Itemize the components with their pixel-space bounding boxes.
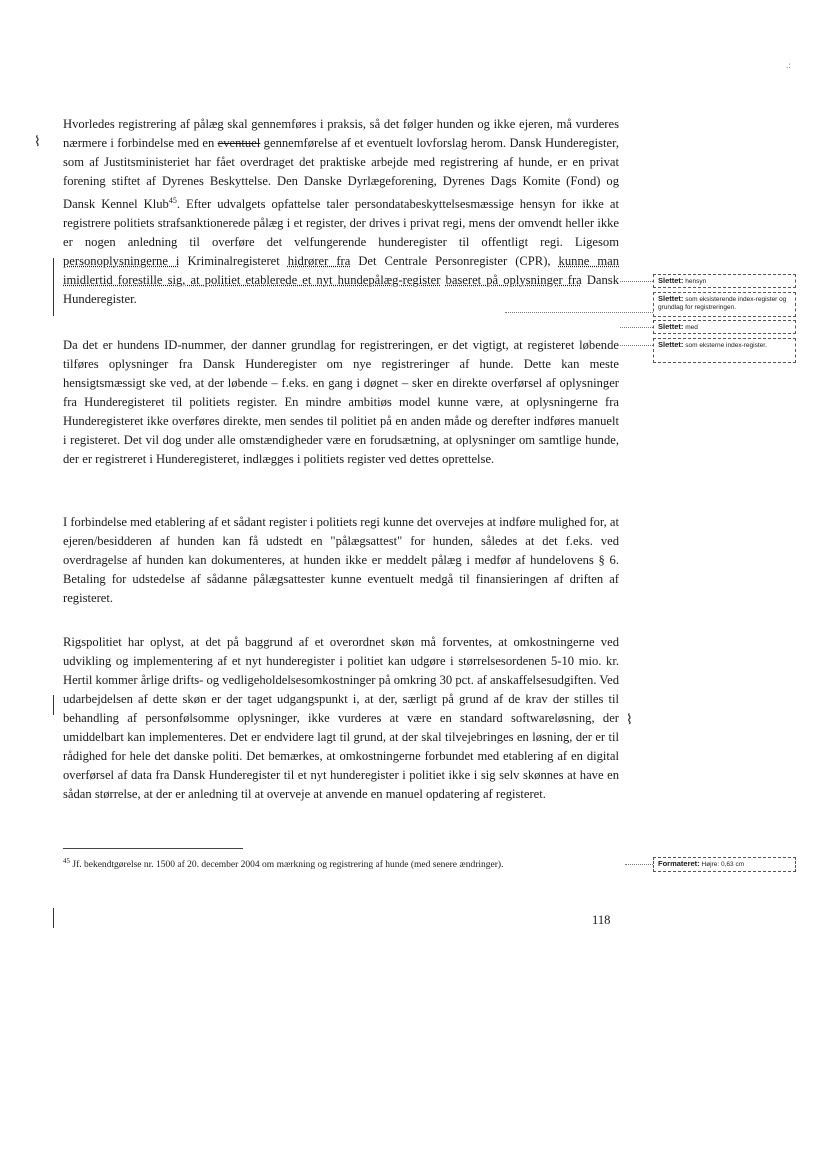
inserted-text: kunne man imidlertid forestille sig, at politiet etablerede et nyt hundepålæg-register [63,254,620,288]
deletion-balloon[interactable]: Slettet: hensyn [653,274,796,288]
change-bar [53,908,54,928]
paragraph-2: Da det er hundens ID-nummer, der danner grundlag for registreringen, er det vigtigt, at registeret løbende tilføres oplysninger fra Dansk Hunderegister om nye registreringer af hunde. Dette kan meste hensigtsmæssigt ske ved, at der løbende – f.eks. en gang i døgnet – sker en direkte overførsel af oplysninger fra Hunderegisteret til politiets register. En mindre ambitiøs model kunne være, at oplysningerne fra Hunderegisteret ikke overføres direkte, men sendes til politiet på en anden måde og derefter indføres manuelt i registeret. Det vil dog under alle omstændigheder være en forudsætning, at oplysninger om samtlige hunde, der er registreret i Hunderegisteret, indlægges i politiets register ved dettes oprettelse. [63,338,619,466]
balloon-leader-line [620,281,653,282]
inserted-text: hidrører fra [287,254,351,269]
paragraph-1: Hvorledes registrering af pålæg skal gennemføres i praksis, så det følger hunden og ikke ejeren, må vurderes nærmere i forbindelse med en eventuel gennemførelse af et eventuelt lovforslag herom. Dansk Hunderegister, som af Justitsministeriet har fået overdraget det praktiske arbejde med registrering af hunde, er en privat forening stiftet af Dyrenes Beskyttelse. Den Danske Dyrlægeforening, Dyrenes Dags Komite (Fond) og Dansk Kennel Klub$^{45}$. Efter udvalgets opfattelse taler persondatabeskyttelsesmæssige hensyn for ikke at registrere politiets strafsanktionerede pålæg i et register, der drives i privat regi, mens der omvendt heller ikke er nogen anledning til overføre det velfungerende hunderegister til offentligt regi. Ligesom personoplysningerne i Kriminalregisteret hidrører fra Det Centrale Personregister (CPR), kunne man imidlertid forestille sig, at politiet etablerede et nyt hundepålæg-register baseret på oplysninger fra Dansk Hunderegister. [63,117,620,307]
paragraph-3: I forbindelse med etablering af et sådant register i politiets regi kunne det overvejes at indføre mulighed for, at ejeren/besidderen af hunden kan få udstedt en "pålægsattest" for hunden, således at det f.eks. ved overdragelse af hunden kan dokumenteres, at hunden ikke er meddelt pålæg i medfør af hundelovens § 6. Betaling for udstedelse af sådanne pålægsattester kunne eventuelt medgå til finansieringen af driften af registeret. [63,515,619,605]
page-number: 118 [592,913,611,927]
revision-mark-icon: ⌇ [34,134,41,150]
inserted-text: personoplysningerne i [63,254,180,269]
footnote-reference[interactable]: 45 [168,196,177,205]
deletion-balloon[interactable]: Slettet: med [653,320,796,334]
deleted-text: eventuel [217,136,261,150]
inserted-text: baseret på oplysninger fra [445,273,582,288]
change-bar [53,695,54,715]
footnote: $^{45}$ Jf. bekendtgørelse nr. 1500 af 20. december 2004 om mærkning og registrering af hunde (med senere ændringer). [63,857,504,871]
change-bar [53,258,54,316]
paragraph-4: Rigspolitiet har oplyst, at det på baggrund af et overordnet skøn må forventes, at omkostningerne ved udvikling og implementering af et nyt hunderegister i politiet kan udgøre i størrelsesordenen 5-10 mio. kr. Hertil kommer årlige drifts- og vedligeholdelsesomkostninger på omkring 30 pct. af anskaffelsesudgiften. Ved udarbejdelsen af dette skøn er der taget udgangspunkt i, at der, særligt på grund af de krav der stilles til behandling af personfølsomme oplysninger, ikke vurderes at være en standard softwareløsning, der umiddelbart kan implementeres. Det er endvidere lagt til grund, at der skal tilvejebringes en løsning, der er til rådighed for hele det danske politi. Det bemærkes, at omkostningerne forbundet med etablering af en digital overførsel af data fra Dansk Hunderegister til et nyt hunderegister i politiet ikke i sig selv skønnes at have en sådan størrelse, at der er anledning til at overveje at anvende en manuel opdatering af registeret. [63,635,619,801]
footnote-separator [63,848,243,849]
deletion-balloon[interactable]: Slettet: som eksterne index-register. [653,338,796,363]
revision-mark-icon: ⌇ [626,712,633,728]
balloon-leader-line [620,327,653,328]
corner-mark: .: [786,60,791,70]
formatting-balloon[interactable]: Formateret: Højre: 0,63 cm [653,857,796,872]
balloon-leader-line [625,864,653,865]
balloon-leader-line [505,312,653,313]
deletion-balloon[interactable]: Slettet: som eksisterende index-register og grundlag for registreringen. [653,292,796,317]
balloon-leader-line [620,345,653,346]
